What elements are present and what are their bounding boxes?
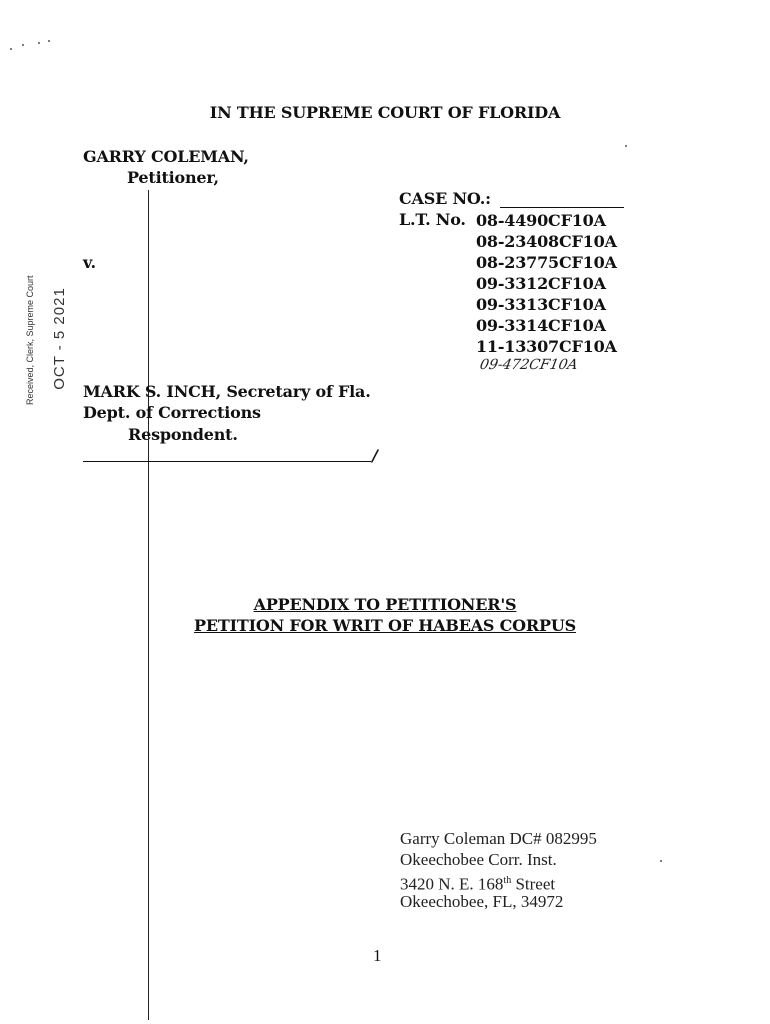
lt-number: 11-13307CF10A <box>476 337 617 356</box>
respondent-name: MARK S. INCH, Secretary of Fla. <box>83 382 371 401</box>
appendix-title-line1: APPENDIX TO PETITIONER'S <box>253 595 517 614</box>
scan-speck <box>38 42 40 44</box>
lt-number: 08-4490CF10A <box>476 211 606 230</box>
caption-end-mark: / <box>372 446 378 465</box>
court-title: IN THE SUPREME COURT OF FLORIDA <box>209 103 561 122</box>
received-date-stamp: OCT - 5 2021 <box>50 287 68 390</box>
case-no-label <box>399 189 624 208</box>
address-street-ordinal: th <box>503 875 512 886</box>
received-stamp: Received, Clerk, Supreme Court <box>25 275 35 405</box>
address-street-number: 3420 N. E. 168 <box>400 874 504 894</box>
lt-number: 09-3314CF10A <box>476 316 606 335</box>
page-number: 1 <box>373 946 382 965</box>
scan-speck <box>660 860 662 862</box>
petitioner-name: GARRY COLEMAN, <box>83 147 249 166</box>
caption-closing-rule <box>83 461 371 462</box>
case-no-label-text: CASE NO.: <box>399 189 491 208</box>
scan-speck <box>10 48 12 50</box>
scan-speck <box>625 145 627 147</box>
respondent-role: Respondent. <box>128 425 238 444</box>
petitioner-role: Petitioner, <box>127 168 219 187</box>
scan-speck <box>48 40 50 42</box>
address-name: Garry Coleman DC# 082995 <box>400 829 597 848</box>
address-institution: Okeechobee Corr. Inst. <box>400 850 557 869</box>
respondent-dept: Dept. of Corrections <box>83 403 261 422</box>
scan-speck <box>22 44 24 46</box>
lt-number: 09-3313CF10A <box>476 295 606 314</box>
lt-number: 09-3312CF10A <box>476 274 606 293</box>
versus-label: v. <box>83 253 96 272</box>
handwritten-case-number: 09-472CF10A <box>478 357 580 373</box>
lt-number: 08-23775CF10A <box>476 253 617 272</box>
address-street-suffix: Street <box>511 874 556 894</box>
address-city: Okeechobee, FL, 34972 <box>400 892 564 911</box>
lt-label: L.T. No. <box>399 210 466 229</box>
appendix-title-line2: PETITION FOR WRIT OF HABEAS CORPUS <box>194 616 576 635</box>
lt-number: 08-23408CF10A <box>476 232 617 251</box>
case-no-blank <box>500 193 624 208</box>
